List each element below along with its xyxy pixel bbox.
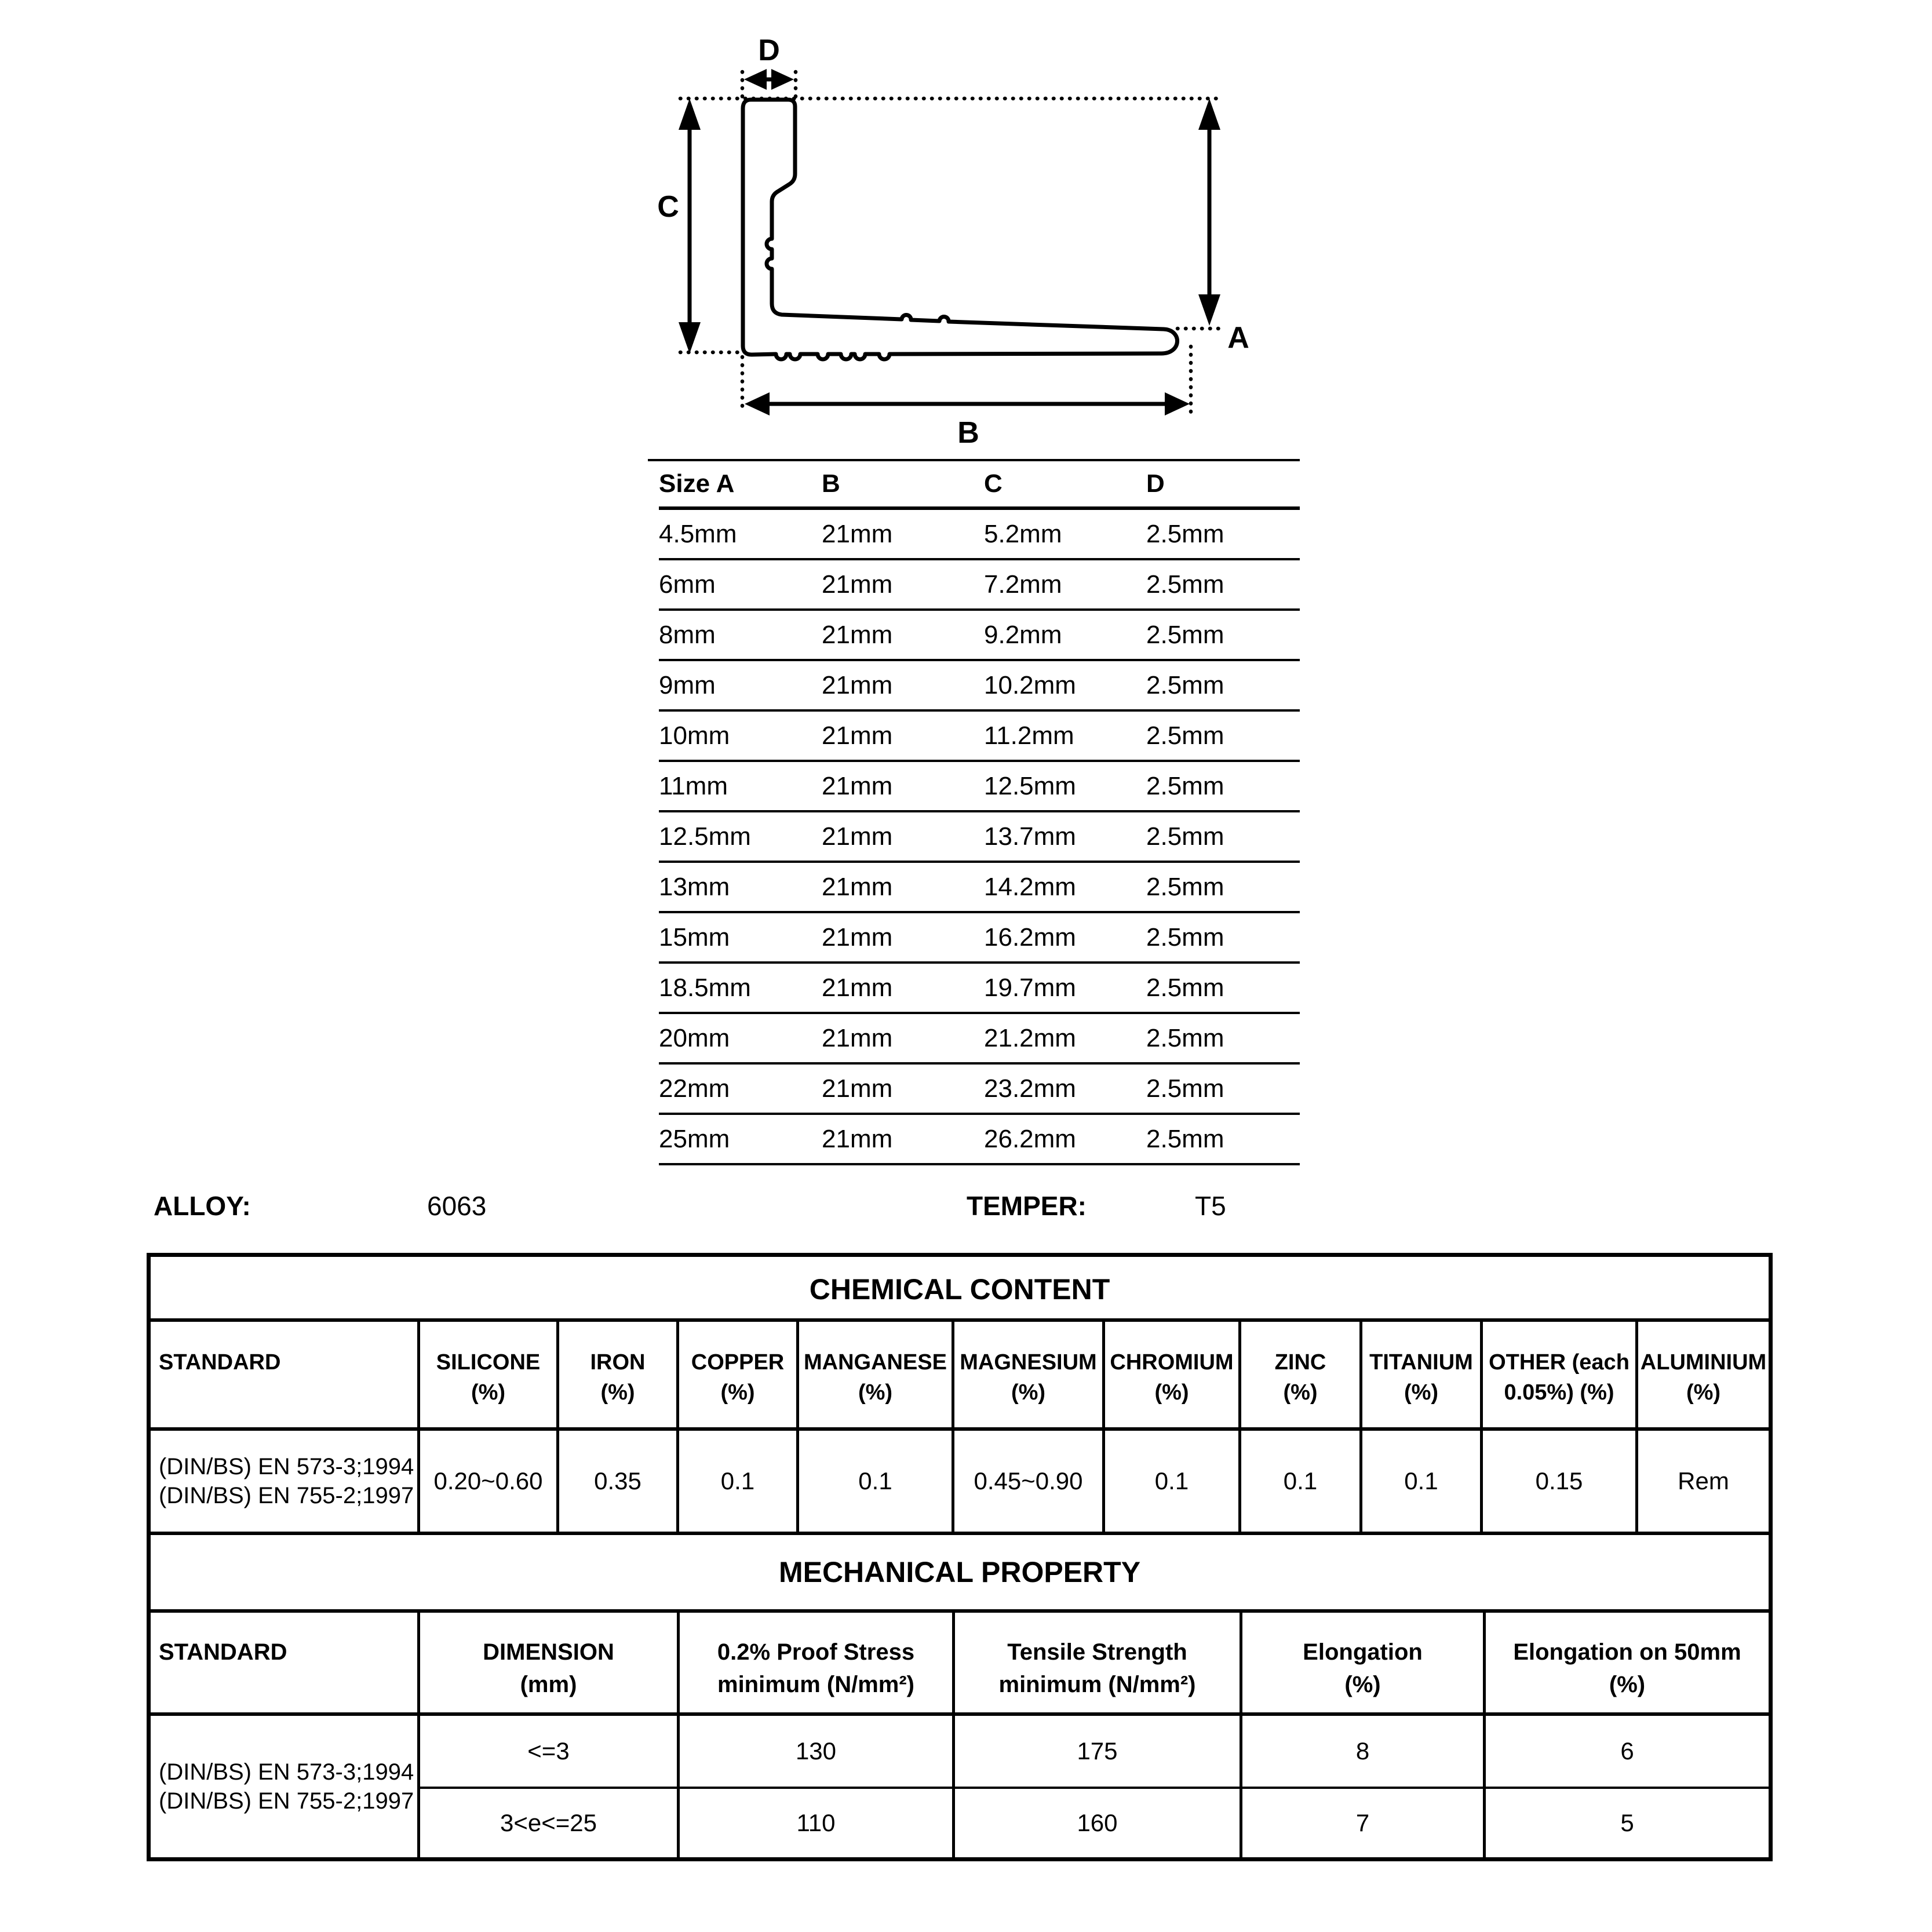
chemical-value-cell: 0.45~0.90 [952, 1431, 1102, 1532]
size-cell: 2.5mm [1146, 721, 1224, 750]
chemical-header-line: CHROMIUM [1110, 1350, 1234, 1375]
chemical-header-line: MAGNESIUM [960, 1350, 1097, 1375]
size-cell: 2.5mm [1146, 1023, 1224, 1052]
size-cell: 2.5mm [1146, 923, 1224, 952]
mechanical-property-title: MECHANICAL PROPERTY [151, 1535, 1769, 1613]
chemical-value-cell: 0.1 [676, 1431, 796, 1532]
size-cell: 13.7mm [984, 822, 1076, 851]
chemical-header-cell [676, 1322, 796, 1427]
size-cell: 20mm [659, 1023, 730, 1052]
mechanical-header-cell [1240, 1613, 1483, 1712]
mechanical-header-line: minimum (N/mm²) [998, 1672, 1196, 1697]
temper-label: TEMPER: [967, 1191, 1087, 1221]
size-cell: 5.2mm [984, 519, 1062, 548]
chemical-header-cell [1102, 1322, 1238, 1427]
chemical-header-line: OTHER (each [1489, 1350, 1630, 1375]
dimension-arrow-b [745, 392, 1190, 415]
size-cell: 19.7mm [984, 973, 1076, 1002]
mechanical-header-line: STANDARD [159, 1639, 287, 1665]
spec-table [147, 1253, 1773, 1861]
size-cell: 21.2mm [984, 1023, 1076, 1052]
chemical-header-line: TITANIUM [1369, 1350, 1473, 1375]
mechanical-header-row [151, 1613, 1769, 1716]
mechanical-header-cell [1483, 1613, 1769, 1712]
size-cell: 13mm [659, 872, 730, 901]
mechanical-header-cell [417, 1613, 677, 1712]
chemical-value-cell: 0.1 [796, 1431, 952, 1532]
alloy-label: ALLOY: [154, 1191, 251, 1221]
chemical-header-cell [556, 1322, 676, 1427]
size-cell: 9.2mm [984, 620, 1062, 649]
chemical-header-line: (%) [1154, 1380, 1189, 1405]
size-cell: 21mm [822, 670, 893, 699]
standard-line: (DIN/BS) EN 573-3;1994 [159, 1454, 414, 1479]
chemical-content-title: CHEMICAL CONTENT [151, 1257, 1769, 1322]
size-cell: 12.5mm [984, 771, 1076, 800]
size-row [659, 1014, 1300, 1065]
size-row [659, 913, 1300, 964]
chemical-header-line: (%) [471, 1380, 506, 1405]
chemical-header-cell [952, 1322, 1102, 1427]
chemical-header-line: (%) [1404, 1380, 1439, 1405]
size-cell: 4.5mm [659, 519, 737, 548]
size-cell: 21mm [822, 872, 893, 901]
chemical-header-cell [1480, 1322, 1635, 1427]
mechanical-header-line: Elongation [1303, 1639, 1423, 1665]
size-cell: 18.5mm [659, 973, 751, 1002]
mechanical-header-cell [952, 1613, 1240, 1712]
mechanical-value-cell: 130 [677, 1716, 952, 1787]
standard-line: (DIN/BS) EN 573-3;1994 [159, 1759, 414, 1785]
mechanical-header-line: Tensile Strength [1007, 1639, 1187, 1665]
chemical-header-line: SILICONE [436, 1350, 541, 1375]
chemical-header-cell [1635, 1322, 1769, 1427]
size-table [648, 459, 1300, 1165]
mechanical-value-cell: <=3 [417, 1716, 677, 1787]
size-cell: 16.2mm [984, 923, 1076, 952]
chemical-header-line: STANDARD [159, 1350, 281, 1375]
size-cell: 21mm [822, 1023, 893, 1052]
chemical-header-cell [151, 1322, 417, 1427]
size-row [659, 863, 1300, 913]
size-cell: 12.5mm [659, 822, 751, 851]
size-cell: 6mm [659, 570, 716, 599]
dimension-arrow-c [679, 99, 701, 353]
size-row [659, 964, 1300, 1014]
chemical-value-cell: 0.20~0.60 [417, 1431, 556, 1532]
size-cell: 2.5mm [1146, 822, 1224, 851]
size-cell: 21mm [822, 519, 893, 548]
mechanical-value-cell: 110 [677, 1787, 952, 1857]
size-cell: 21mm [822, 1124, 893, 1153]
mechanical-value-cell: 7 [1240, 1787, 1483, 1857]
l-profile-outline [743, 100, 1178, 359]
size-row [659, 661, 1300, 712]
size-cell: 8mm [659, 620, 716, 649]
dimension-arrow-d [744, 69, 794, 90]
mechanical-standard-cell [151, 1716, 417, 1857]
standard-line: (DIN/BS) EN 755-2;1997 [159, 1788, 414, 1814]
chemical-header-cell [1238, 1322, 1359, 1427]
chemical-standard-cell [151, 1431, 417, 1532]
chemical-value-cell: 0.35 [556, 1431, 676, 1532]
mechanical-data-rows [151, 1716, 1769, 1857]
size-cell: 7.2mm [984, 570, 1062, 599]
size-header-cell: C [984, 469, 1003, 498]
size-cell: 26.2mm [984, 1124, 1076, 1153]
chemical-header-line: ZINC [1274, 1350, 1326, 1375]
size-cell: 9mm [659, 670, 716, 699]
chemical-data-row [151, 1431, 1769, 1535]
size-row [659, 712, 1300, 762]
chemical-header-line: (%) [1011, 1380, 1046, 1405]
chemical-header-line: MANGANESE [803, 1350, 947, 1375]
size-cell: 2.5mm [1146, 771, 1224, 800]
size-cell: 21mm [822, 822, 893, 851]
chemical-value-cell: 0.1 [1359, 1431, 1480, 1532]
size-row [659, 1115, 1300, 1165]
size-cell: 14.2mm [984, 872, 1076, 901]
chemical-header-cell [796, 1322, 952, 1427]
mechanical-value-cell: 8 [1240, 1716, 1483, 1787]
mechanical-header-line: Elongation on 50mm [1513, 1639, 1741, 1665]
mechanical-header-line: 0.2% Proof Stress [717, 1639, 915, 1665]
chemical-header-row [151, 1322, 1769, 1431]
size-cell: 2.5mm [1146, 1124, 1224, 1153]
size-cell: 2.5mm [1146, 519, 1224, 548]
size-row [659, 1065, 1300, 1115]
size-cell: 10.2mm [984, 670, 1076, 699]
size-cell: 21mm [822, 721, 893, 750]
chemical-header-line: (%) [720, 1380, 755, 1405]
size-row [659, 560, 1300, 611]
chemical-header-line: (%) [600, 1380, 635, 1405]
chemical-value-cell: 0.1 [1102, 1431, 1238, 1532]
chemical-header-line: 0.05%) (%) [1504, 1380, 1614, 1405]
alloy-value: 6063 [427, 1191, 487, 1221]
chemical-header-line: (%) [858, 1380, 893, 1405]
size-cell: 2.5mm [1146, 872, 1224, 901]
size-cell: 11.2mm [984, 721, 1074, 750]
size-cell: 21mm [822, 570, 893, 599]
size-cell: 2.5mm [1146, 973, 1224, 1002]
chemical-value-cell: 0.15 [1480, 1431, 1635, 1532]
mechanical-value-cell: 175 [952, 1716, 1240, 1787]
size-cell: 2.5mm [1146, 620, 1224, 649]
size-table-body [659, 510, 1300, 1165]
size-cell: 10mm [659, 721, 730, 750]
size-cell: 21mm [822, 620, 893, 649]
size-header-cell: Size A [659, 469, 735, 498]
size-cell: 21mm [822, 771, 893, 800]
label-c: C [657, 190, 679, 224]
mechanical-header-line: (mm) [520, 1672, 577, 1697]
mechanical-value-cell: 6 [1483, 1716, 1769, 1787]
size-cell: 22mm [659, 1074, 730, 1103]
chemical-value-cell: 0.1 [1238, 1431, 1359, 1532]
size-cell: 21mm [822, 1074, 893, 1103]
size-header-cell: B [822, 469, 840, 498]
mechanical-header-cell [677, 1613, 952, 1712]
mechanical-header-line: (%) [1344, 1672, 1381, 1697]
chemical-header-cell [1359, 1322, 1480, 1427]
mechanical-value-cell: 160 [952, 1787, 1240, 1857]
standard-line: (DIN/BS) EN 755-2;1997 [159, 1483, 414, 1508]
size-cell: 21mm [822, 973, 893, 1002]
mechanical-header-line: (%) [1609, 1672, 1646, 1697]
chemical-header-line: COPPER [691, 1350, 785, 1375]
chemical-value-cell: Rem [1635, 1431, 1769, 1532]
chemical-header-line: ALUMINIUM [1640, 1350, 1767, 1375]
size-cell: 2.5mm [1146, 1074, 1224, 1103]
chemical-header-line: (%) [1686, 1380, 1721, 1405]
profile-drawing [626, 23, 1298, 464]
size-cell: 2.5mm [1146, 570, 1224, 599]
size-table-header [659, 461, 1300, 510]
dimension-arrow-a [1198, 99, 1220, 326]
label-d: D [758, 34, 780, 67]
size-cell: 23.2mm [984, 1074, 1076, 1103]
size-row [659, 510, 1300, 560]
size-cell: 15mm [659, 923, 730, 952]
temper-value: T5 [1195, 1191, 1226, 1221]
size-cell: 21mm [822, 923, 893, 952]
size-row [659, 611, 1300, 661]
chemical-header-line: (%) [1283, 1380, 1318, 1405]
mechanical-value-cell: 5 [1483, 1787, 1769, 1857]
label-a: A [1227, 321, 1249, 355]
size-cell: 11mm [659, 771, 728, 800]
size-row [659, 812, 1300, 863]
mechanical-header-line: DIMENSION [483, 1639, 614, 1665]
label-b: B [957, 416, 979, 450]
mechanical-header-cell [151, 1613, 417, 1712]
size-cell: 2.5mm [1146, 670, 1224, 699]
chemical-header-line: IRON [590, 1350, 646, 1375]
size-cell: 25mm [659, 1124, 730, 1153]
size-header-cell: D [1146, 469, 1165, 498]
size-row [659, 762, 1300, 812]
mechanical-header-line: minimum (N/mm²) [717, 1672, 914, 1697]
chemical-header-cell [417, 1322, 556, 1427]
mechanical-value-cell: 3<e<=25 [417, 1787, 677, 1857]
